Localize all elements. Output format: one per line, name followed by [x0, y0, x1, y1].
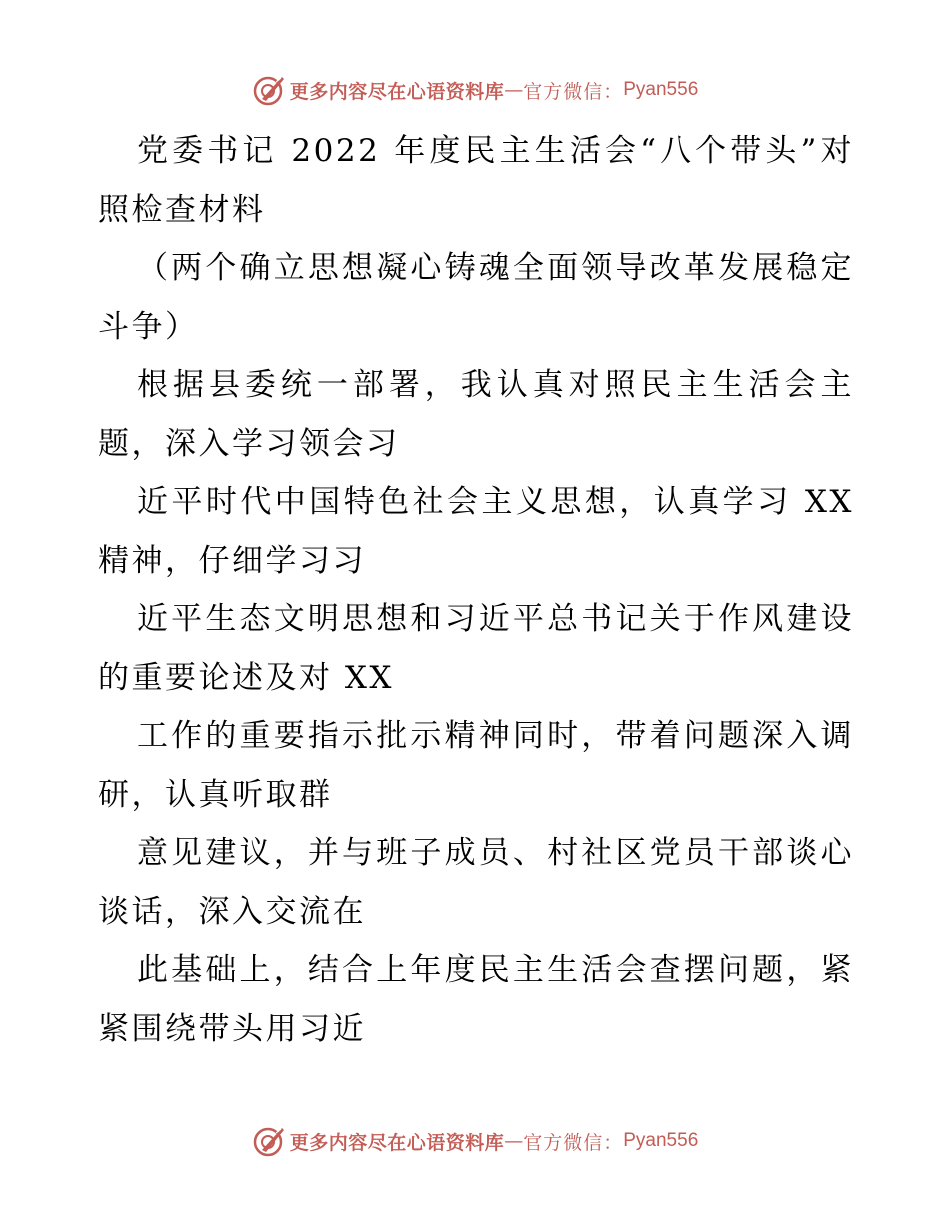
document-title: 党委书记 2022 年度民主生活会“八个带头”对照检查材料 [98, 133, 854, 228]
watermark-dash: — [504, 1130, 524, 1152]
body-paragraph: 工作的重要指示批示精神同时，带着问题深入调研，认真听取群 [98, 718, 854, 813]
quill-logo-icon [252, 1124, 286, 1158]
footer-watermark-banner [0, 1118, 950, 1164]
watermark-wechat-label: 官方微信： [523, 1131, 624, 1154]
watermark-dash: — [504, 79, 524, 101]
body-paragraph: 意见建议，并与班子成员、村社区党员干部谈心谈话，深入交流在 [98, 835, 854, 930]
body-paragraph: 根据县委统一部署，我认真对照民主生活会主题，深入学习领会习 [98, 367, 854, 462]
body-paragraph: 近平时代中国特色社会主义思想，认真学习 XX 精神，仔细学习习 [98, 484, 854, 579]
body-paragraph: 近平生态文明思想和习近平总书记关于作风建设的重要论述及对 XX [98, 601, 854, 696]
watermark-brand-text: 更多内容尽在心语资料库 [289, 80, 505, 103]
body-paragraph: 此基础上，结合上年度民主生活会查摆问题，紧紧围绕带头用习近 [98, 952, 854, 1047]
watermark-wechat-id: Pyan556 [623, 1130, 699, 1151]
watermark-brand-text: 更多内容尽在心语资料库 [289, 1131, 505, 1154]
watermark-wechat-id: Pyan556 [623, 79, 699, 100]
quill-logo-icon [252, 73, 286, 107]
watermark-wechat-label: 官方微信： [523, 80, 624, 103]
header-watermark-banner [0, 67, 950, 113]
document-subtitle: （两个确立思想凝心铸魂全面领导改革发展稳定斗争） [98, 250, 854, 345]
document-body [98, 122, 854, 1058]
